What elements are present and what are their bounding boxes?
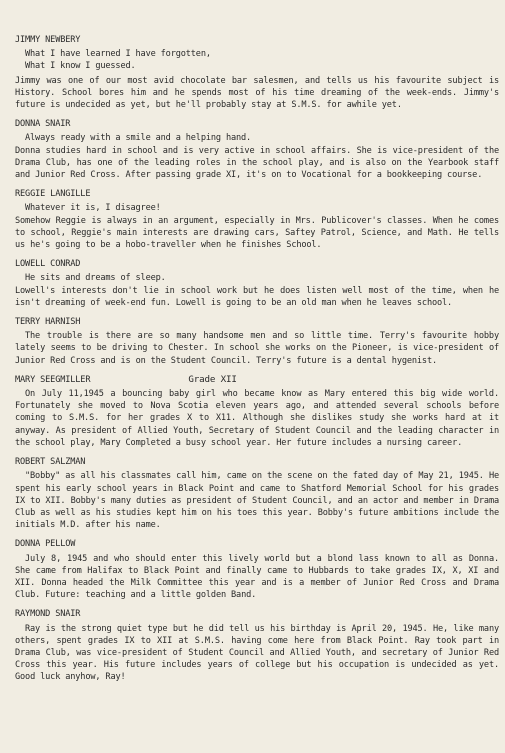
entry-raymond-snair [15, 608, 499, 683]
student-name: JIMMY NEWBERY [15, 35, 81, 45]
student-bio: Jimmy was one of our most avid chocolate bar salesmen, and tells us his favourite subject is History. School bores him and he spends most of his time dreaming of the week-ends. Jimmy's future is undecided as yet, but he'll probably stay at S.M.S. for awhile yet. [15, 75, 499, 111]
student-name: REGGIE LANGILLE [15, 189, 91, 200]
student-bio: "Bobby" as all his classmates call him, came on the scene on the fated day of May 21, 1945. He spent his early school years in Black Point and came to Shatford Memorial School for his grades IX to XII. Bobby's many duties as president of Student Council, and an actor and member in Drama Club as well as his studies kept him on his toes this year. Bobby's future ambitions include the initials M.D. after his name. [15, 471, 499, 531]
student-name: RAYMOND SNAIR [15, 609, 81, 620]
entry-header [15, 258, 499, 270]
entry-header [15, 374, 499, 386]
student-motto [15, 272, 499, 284]
student-motto [15, 48, 499, 72]
student-name: LOWELL CONRAD [15, 259, 81, 270]
motto-line: What I know I guessed. [25, 61, 136, 72]
student-motto [15, 202, 499, 214]
entry-header [15, 456, 499, 468]
motto-line: Always ready with a smile and a helping hand. [25, 133, 252, 144]
entry-jimmy-newbery [15, 34, 499, 111]
student-motto [15, 132, 499, 144]
grade-heading: Grade XII [188, 373, 237, 385]
student-bio: The trouble is there are so many handsome men and so little time. Terry's favourite hobby lately seems to be driving to Chester. In school she works on the Pioneer, is vice-president of Junior Red Cross and is on the Student Council. Terry's future is a dental hygenist. [15, 331, 499, 366]
student-bio: Ray is the strong quiet type but he did tell us his birthday is April 20, 1945. He, like many others, spent grades IX to XII at S.M.S. having come here from Black Point. Ray took part in Drama Club, was vice-president of Student Council and Allied Youth, and secretary of Junior Red Cross this year. His future includes years of college but his occupation is undecided as yet. Good luck anyhow, Ray! [15, 623, 499, 683]
entry-header [15, 608, 499, 620]
student-bio: Somehow Reggie is always in an argument, especially in Mrs. Publicover's classes. When he comes to school, Reggie's main interests are drawing cars, Saftey Patrol, Science, and Math. He tells us he's going to be a hobo-traveller when he finishes School. [15, 215, 499, 251]
entry-donna-pellow [15, 538, 499, 601]
motto-line: Whatever it is, I disagree! [25, 203, 161, 214]
entry-robert-salzman [15, 456, 499, 531]
motto-line: What I have learned I have forgotten, [25, 49, 211, 60]
student-name: DONNA PELLOW [15, 539, 76, 550]
student-bio: Lowell's interests don't lie in school work but he does listen well most of the time, when he isn't dreaming of week-end fun. Lowell is going to be an old man when he leaves school. [15, 285, 499, 308]
entry-terry-harnish [15, 316, 499, 367]
entry-header [15, 188, 499, 200]
entry-header [15, 538, 499, 550]
entry-mary-seegmiller [15, 374, 499, 449]
entry-header [15, 316, 499, 328]
entry-header [15, 118, 499, 130]
motto-line: He sits and dreams of sleep. [25, 273, 166, 284]
entry-header [15, 34, 499, 46]
entry-donna-snair [15, 118, 499, 181]
entry-lowell-conrad [15, 258, 499, 309]
student-bio: On July 11,1945 a bouncing baby girl who became know as Mary entered this big wide world. Fortunately she moved to Nova Scotia eleven years ago, and attended several schools before coming to S.M.S. for her grades X to X11. Although she dislikes study she works hard at it anyway. As president of Allied Youth, Secretary of Student Council and the leading character in the school play, Mary Completed a busy school year. Her future includes a nursing career. [15, 389, 499, 448]
student-name: TERRY HARNISH [15, 317, 81, 328]
entry-reggie-langille [15, 188, 499, 251]
student-name: ROBERT SALZMAN [15, 457, 86, 468]
student-name: DONNA SNAIR [15, 119, 71, 130]
student-name: MARY SEEGMILLER [15, 374, 91, 385]
student-bio: July 8, 1945 and who should enter this lively world but a blond lass known to all as Donna. She came from Halifax to Black Point and finally came to Hubbards to take grades IX, X, XI and XII. Donna headed the Milk Committee this year and is a member of Junior Red Cross and Drama Club. Future: teaching and a little golden Band. [15, 553, 499, 601]
student-bio: Donna studies hard in school and is very active in school affairs. She is vice-president of the Drama Club, has one of the leading roles in the school play, and is also on the Yearbook staff and Junior Red Cross. After passing grade XI, it's on to Vocational for a bookkeeping course. [15, 145, 499, 181]
